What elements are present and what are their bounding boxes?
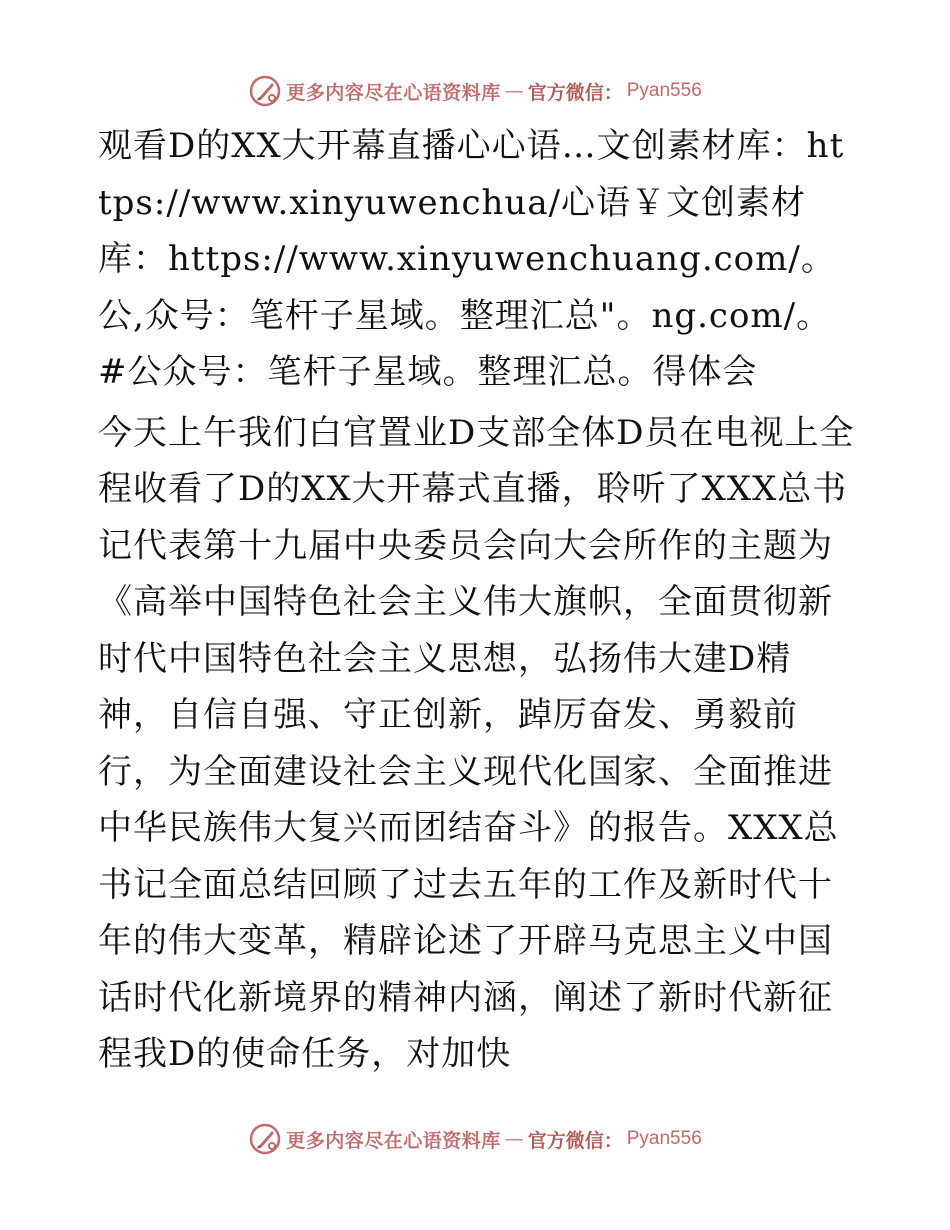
banner-wechat-label: 官方微信： — [527, 81, 623, 104]
quill-pen-circle-icon — [248, 74, 282, 108]
header-banner — [0, 74, 950, 108]
paragraph-body: 今天上午我们白官置业D支部全体D员在电视上全程收看了D的XX大开幕式直播，聆听了XXX总书记代表第十九届中央委员会向大会所作的主题为《高举中国特色社会主义伟大旗帜，全面贯彻新时代中国特色社会主义思想，弘扬伟大建D精神，自信自强、守正创新，踔厉奋发、勇毅前行，为全面建设社会主义现代化国家、全面推进中华民族伟大复兴而团结奋斗》的报告。XXX总书记全面总结回顾了过去五年的工作及新时代十年的伟大变革，精辟论述了开辟马克思主义中国话时代化新境界的精神内涵，阐述了新时代新征程我D的使命任务，对加快 — [98, 412, 855, 1074]
banner-dash: — — [504, 80, 524, 102]
paragraph-title: 观看D的XX大开幕直播心心语…文创素材库：https://www.xinyuwenchua/心语￥文创素材库：https://www.xinyuwenchuang.com/。公,众号：笔杆子星域。整理汇总"。ng.com/。#公众号：笔杆子星域。整理汇总。得体会 — [98, 126, 845, 392]
banner-wechat-handle: Pyan556 — [626, 80, 702, 101]
banner-dash: — — [504, 1128, 524, 1150]
document-body — [98, 118, 856, 1083]
footer-banner — [0, 1122, 950, 1156]
banner-text: 更多内容尽在心语资料库 — [286, 1129, 501, 1152]
banner-wechat-label: 官方微信： — [527, 1129, 623, 1152]
quill-pen-circle-icon — [248, 1122, 282, 1156]
banner-text: 更多内容尽在心语资料库 — [286, 81, 501, 104]
banner-wechat-handle: Pyan556 — [626, 1128, 702, 1149]
